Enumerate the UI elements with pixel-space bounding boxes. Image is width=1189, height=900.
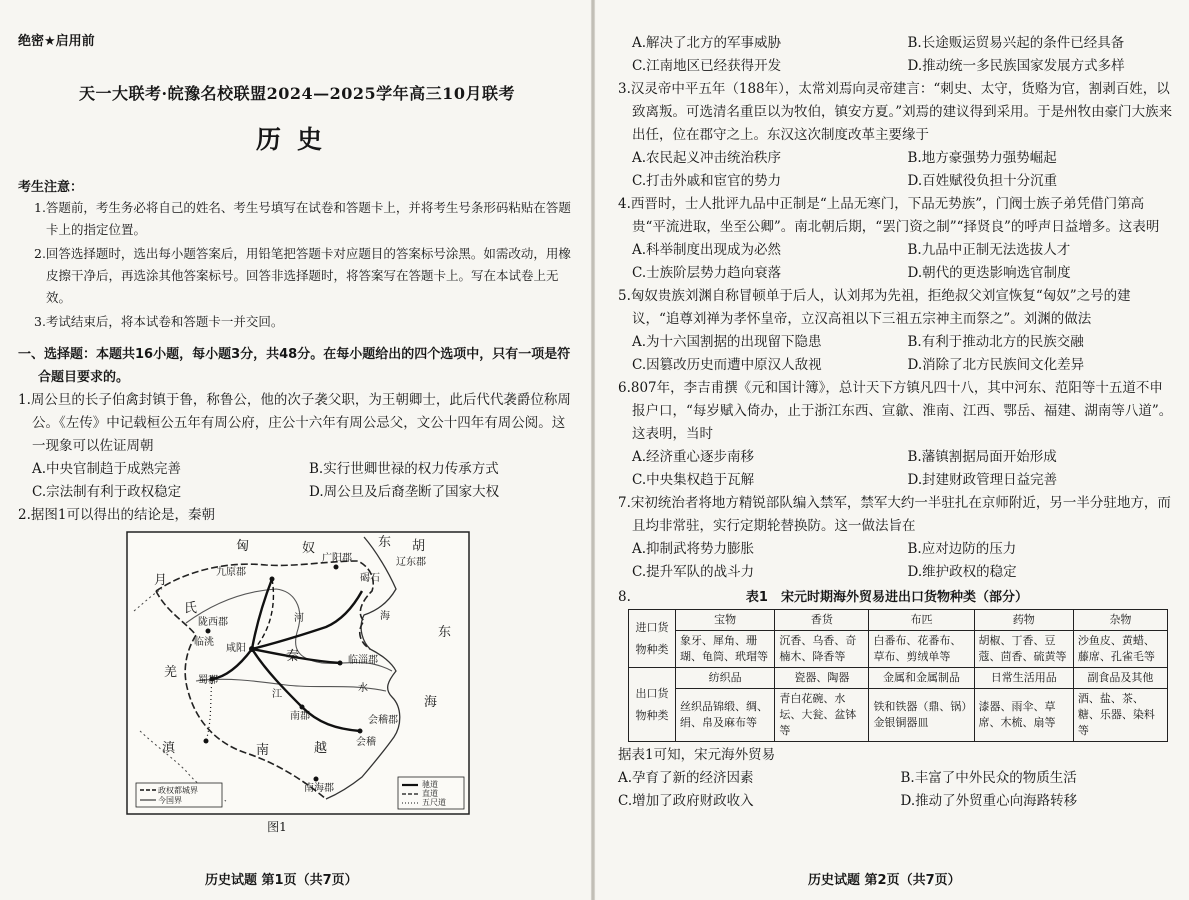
question-number: 8. bbox=[618, 589, 631, 605]
option-b: B.应对边防的压力 bbox=[907, 541, 1017, 557]
option-c: C.士族阶层势力趋向衰落 bbox=[632, 265, 782, 281]
table-row bbox=[629, 668, 1168, 689]
options bbox=[618, 538, 1173, 584]
map-label: 匈 bbox=[236, 539, 250, 554]
question-7 bbox=[618, 492, 1173, 584]
table-cell: 沙鱼皮、黄蜡、藤席、孔雀毛等 bbox=[1073, 631, 1167, 668]
table-cell: 沉香、乌香、奇楠木、降香等 bbox=[775, 631, 869, 668]
map-label: 秦 bbox=[286, 649, 300, 664]
question-stem: 4.西晋时，士人批评九品中正制是“上品无寒门，下品无势族”，门阀士族子弟凭借门第高贵“平流进取，坐至公卿”。南北朝后期，“罢门资之制”“择贤良”的呼声日益增多。这表明 bbox=[618, 196, 1160, 235]
map-label: 水 bbox=[358, 683, 368, 694]
map-label: 江 bbox=[272, 689, 282, 700]
page-fold bbox=[591, 0, 595, 900]
question-stem: 据表1可知，宋元海外贸易 bbox=[618, 747, 776, 763]
table-cell: 漆器、雨伞、草席、木梳、扇等 bbox=[974, 689, 1073, 742]
page-1 bbox=[0, 0, 590, 900]
options bbox=[18, 458, 576, 504]
map-label: 广阳郡 bbox=[322, 553, 352, 564]
page-2 bbox=[596, 0, 1189, 900]
option-c: C.提升军队的战斗力 bbox=[632, 564, 755, 580]
map-label: 南海郡 bbox=[304, 783, 334, 794]
map-drawing bbox=[126, 531, 470, 815]
map-label: 会稽 bbox=[356, 737, 376, 748]
option-a: A.科举制度出现成为必然 bbox=[632, 242, 782, 258]
notice-item: 1.答题前，考生务必将自己的姓名、考生号填写在试卷和答题卡上，并将考生号条形码粘贴在答题卡上的指定位置。 bbox=[34, 200, 571, 237]
option-b: B.九品中正制无法选拔人才 bbox=[907, 242, 1071, 258]
subject-title: 历史 bbox=[255, 125, 338, 154]
table-header-cell: 宝物 bbox=[676, 610, 775, 631]
section-title: 一、选择题：本题共16小题，每小题3分，共48分。在每小题给出的四个选项中，只有一项是符合题目要求的。 bbox=[18, 347, 571, 385]
table-title: 表1 宋元时期海外贸易进出口货物种类（部分） bbox=[745, 590, 1028, 605]
option-a: A.为十六国割据的出现留下隐患 bbox=[632, 334, 822, 350]
trade-goods-table bbox=[628, 609, 1168, 742]
table-row bbox=[629, 631, 1168, 668]
legend-modern-label: 今国界 bbox=[158, 796, 182, 805]
table-header-cell: 日常生活用品 bbox=[974, 668, 1073, 689]
map-label: 九原郡 bbox=[216, 567, 246, 578]
options bbox=[618, 767, 1173, 813]
option-d: D.消除了北方民族间文化差异 bbox=[907, 357, 1085, 373]
page-footer: 历史试题 第2页（共7页） bbox=[808, 873, 961, 888]
map-label: 南郡 bbox=[290, 711, 310, 722]
option-a: A.农民起义冲击统治秩序 bbox=[632, 150, 782, 166]
figure-caption: 图1 bbox=[267, 820, 287, 834]
question-stem: 1.周公旦的长子伯禽封镇于鲁，称鲁公，他的次子袭父职，为王朝卿士，此后代代袭爵位称周公。《左传》中记载桓公五年有周公府，庄公十六年有周公忌父，文公十四年有周公阅。这一现象可以佐证周朝 bbox=[18, 392, 571, 454]
table-row bbox=[629, 689, 1168, 742]
question-2-options bbox=[618, 32, 1173, 78]
notice-item: 3.考试结束后，将本试卷和答题卡一并交回。 bbox=[34, 314, 284, 329]
question-stem: 2.据图1可以得出的结论是，秦朝 bbox=[18, 507, 215, 523]
option-b: B.藩镇割据局面开始形成 bbox=[907, 449, 1057, 465]
map-label: 东 bbox=[438, 625, 452, 640]
table-header-cell: 纺织品 bbox=[676, 668, 775, 689]
question-5 bbox=[618, 285, 1173, 377]
table-cell: 象牙、犀角、珊瑚、龟筒、玳瑁等 bbox=[676, 631, 775, 668]
options bbox=[618, 147, 1173, 193]
map-label: 陇西郡 bbox=[198, 617, 228, 628]
option-d: D.朝代的更迭影响选官制度 bbox=[907, 265, 1071, 281]
option-d: D.维护政权的稳定 bbox=[907, 564, 1017, 580]
option-d: D.推动了外贸重心向海路转移 bbox=[900, 793, 1078, 809]
option-c: C.宗法制有利于政权稳定 bbox=[32, 484, 182, 500]
option-c: C.增加了政府财政收入 bbox=[618, 793, 754, 809]
legend-border-label: 政权都城界 bbox=[158, 786, 198, 795]
option-b: B.实行世卿世禄的权力传承方式 bbox=[309, 461, 499, 477]
legend-zhidao-label: 直道 bbox=[422, 789, 438, 798]
option-a: A.抑制武将势力膨胀 bbox=[632, 541, 755, 557]
option-b: B.地方豪强势力强势崛起 bbox=[907, 150, 1057, 166]
map-label: 蜀郡 bbox=[198, 675, 218, 686]
table-header-cell: 药物 bbox=[974, 610, 1073, 631]
question-stem: 7.宋初统治者将地方精锐部队编入禁军，禁军大约一半驻扎在京师附近，另一半分驻地方，而且均非常驻，实行定期轮替换防。这一做法旨在 bbox=[618, 495, 1171, 534]
option-c: C.打击外戚和宦官的势力 bbox=[632, 173, 782, 189]
map-label: 河 bbox=[294, 613, 304, 624]
exam-title: 天一大联考·皖豫名校联盟2024—2025学年高三10月联考 bbox=[79, 84, 515, 103]
map-label: 南 bbox=[256, 743, 270, 758]
options bbox=[618, 446, 1173, 492]
option-c: C.因篡改历史而遭中原汉人敌视 bbox=[632, 357, 822, 373]
question-6 bbox=[618, 377, 1173, 492]
legend-chidao-label: 驰道 bbox=[422, 780, 438, 789]
map-label: 月 bbox=[154, 573, 168, 588]
map-label: 海 bbox=[424, 695, 438, 710]
map-label: 氏 bbox=[184, 601, 198, 616]
option-a: A.经济重心逐步南移 bbox=[632, 449, 755, 465]
table-cell: 铁和铁器（鼎、锅）金银铜器皿 bbox=[869, 689, 974, 742]
options bbox=[618, 331, 1173, 377]
table-cell: 酒、盐、茶、糖、乐器、染料等 bbox=[1073, 689, 1167, 742]
option-d: D.百姓赋役负担十分沉重 bbox=[907, 173, 1058, 189]
options bbox=[618, 239, 1173, 285]
table-header-cell: 副食品及其他 bbox=[1073, 668, 1167, 689]
map-label: 咸阳 bbox=[226, 643, 246, 654]
page-footer: 历史试题 第1页（共7页） bbox=[205, 873, 358, 888]
option-a: A.中央官制趋于成熟完善 bbox=[32, 461, 182, 477]
map-label: 会稽郡 bbox=[368, 715, 398, 726]
option-d: D.封建财政管理日益完善 bbox=[907, 472, 1058, 488]
qin-map-figure bbox=[126, 531, 470, 815]
option-b: B.长途贩运贸易兴起的条件已经具备 bbox=[907, 35, 1125, 51]
question-1 bbox=[18, 389, 576, 504]
notice-item: 2.回答选择题时，选出每小题答案后，用铅笔把答题卡对应题目的答案标号涂黑。如需改动，用橡皮擦干净后，再选涂其他答案标号。回答非选择题时，将答案写在答题卡上。写在本试卷上无效。 bbox=[34, 246, 571, 305]
confidential-mark: 绝密★启用前 bbox=[18, 34, 95, 49]
map-label: 海 bbox=[380, 611, 390, 622]
option-a: A.孕育了新的经济因素 bbox=[618, 770, 754, 786]
map-label: 临洮 bbox=[194, 637, 214, 648]
map-label: 奴 bbox=[302, 541, 316, 556]
table-cell: 白番布、花番布、草布、剪绒单等 bbox=[869, 631, 974, 668]
question-8 bbox=[618, 586, 1173, 813]
question-4 bbox=[618, 193, 1173, 285]
table-cell: 丝织品锦缎、绸、绢、帛及麻布等 bbox=[676, 689, 775, 742]
option-b: B.丰富了中外民众的物质生活 bbox=[900, 770, 1077, 786]
map-label: 胡 bbox=[412, 539, 426, 554]
question-stem: 6.807年，李吉甫撰《元和国计簿》，总计天下方镇凡四十八，其中河东、范阳等十五道不申报户口，“每岁赋入倚办，止于浙江东西、宣歙、淮南、江西、鄂岳、福建、湖南等八道”。这表明，当时 bbox=[618, 380, 1173, 442]
question-stem: 3.汉灵帝中平五年（188年），太常刘焉向灵帝建言：“刺史、太守，货赂为官，割剥百姓，以致离叛。可选清名重臣以为牧伯，镇安方夏。”刘焉的建议得到采用。于是州牧由豪门大族来出任，位在郡守之上。东汉这次制度改革主要缘于 bbox=[618, 81, 1173, 143]
table-header-cell: 杂物 bbox=[1073, 610, 1167, 631]
map-label: 辽东郡 bbox=[396, 557, 426, 568]
import-label: 进口货物种类 bbox=[629, 610, 676, 668]
map-label: 临淄郡 bbox=[348, 655, 378, 666]
option-d: D.周公旦及后裔垄断了国家大权 bbox=[309, 484, 500, 500]
map-label: 东 bbox=[378, 535, 392, 550]
table-row bbox=[629, 610, 1168, 631]
question-stem: 5.匈奴贵族刘渊自称冒顿单于后人，认刘邦为先祖，拒绝叔父刘宣恢复“匈奴”之号的建议，“追尊刘禅为孝怀皇帝，立汉高祖以下三祖五宗神主而祭之”。刘渊的做法 bbox=[618, 288, 1131, 327]
map-label: 越 bbox=[314, 741, 328, 756]
option-a: A.解决了北方的军事威胁 bbox=[632, 35, 782, 51]
table-header-cell: 金属和金属制品 bbox=[869, 668, 974, 689]
option-c: C.江南地区已经获得开发 bbox=[632, 58, 782, 74]
option-c: C.中央集权趋于瓦解 bbox=[632, 472, 755, 488]
options bbox=[618, 32, 1173, 78]
table-header-cell: 香货 bbox=[775, 610, 869, 631]
legend-wuchi-label: 五尺道 bbox=[422, 798, 446, 807]
map-label: 羌 bbox=[164, 665, 178, 680]
table-header-cell: 布匹 bbox=[869, 610, 974, 631]
question-2 bbox=[18, 504, 576, 527]
table-cell: 青白花碗、水坛、大瓮、盆钵等 bbox=[775, 689, 869, 742]
map-label: 滇 bbox=[162, 741, 176, 756]
table-cell: 胡椒、丁香、豆蔻、茴香、硫黄等 bbox=[974, 631, 1073, 668]
question-3 bbox=[618, 78, 1173, 193]
notice-list bbox=[18, 197, 576, 333]
table-header-cell: 瓷器、陶器 bbox=[775, 668, 869, 689]
option-b: B.有利于推动北方的民族交融 bbox=[907, 334, 1084, 350]
option-d: D.推动统一多民族国家发展方式多样 bbox=[907, 58, 1125, 74]
export-label: 出口货物种类 bbox=[629, 668, 676, 742]
notice-heading: 考生注意： bbox=[18, 180, 84, 195]
map-label: 碣石 bbox=[360, 573, 380, 584]
